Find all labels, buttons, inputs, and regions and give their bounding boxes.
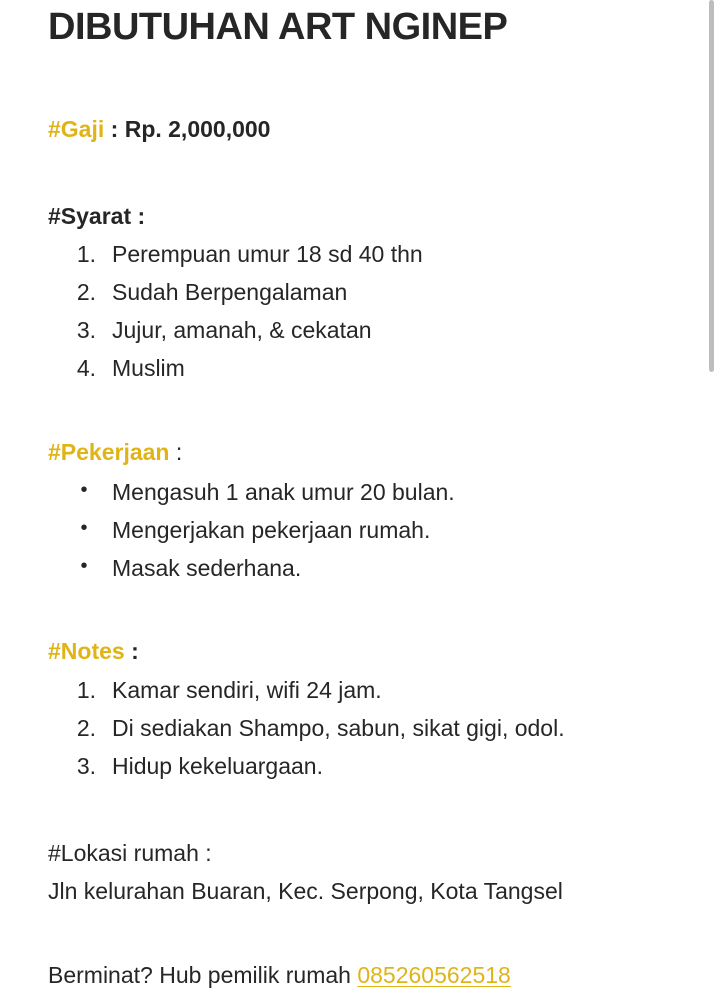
- scrollbar[interactable]: [709, 0, 714, 372]
- notes-line: [48, 638, 139, 665]
- gaji-value: : Rp. 2,000,000: [104, 116, 271, 142]
- lokasi-address: Jln kelurahan Buaran, Kec. Serpong, Kota Tangsel: [48, 878, 563, 904]
- list-item-text: Mengerjakan pekerjaan rumah.: [112, 517, 431, 543]
- list-number: 3.: [76, 317, 96, 343]
- list-item-text: Masak sederhana.: [112, 555, 302, 581]
- list-item-text: Jujur, amanah, & cekatan: [112, 317, 372, 343]
- gaji-tag[interactable]: #Gaji: [48, 116, 105, 142]
- list-item-text: Kamar sendiri, wifi 24 jam.: [112, 677, 382, 703]
- contact-line: [48, 962, 511, 989]
- list-number: 1.: [76, 677, 96, 703]
- list-number: 3.: [76, 753, 96, 779]
- lokasi-heading: #Lokasi rumah :: [48, 840, 212, 866]
- list-number: 2.: [76, 279, 96, 305]
- bullet-icon: •: [80, 555, 88, 577]
- bullet-icon: •: [80, 479, 88, 501]
- phone-link[interactable]: 085260562518: [357, 962, 511, 988]
- contact-prefix: Berminat? Hub pemilik rumah: [48, 962, 358, 988]
- list-number: 2.: [76, 715, 96, 741]
- pekerjaan-line: [48, 439, 182, 466]
- list-item-text: Muslim: [112, 355, 185, 381]
- notes-colon: :: [124, 638, 139, 664]
- notes-tag[interactable]: #Notes: [48, 638, 125, 664]
- list-number: 4.: [76, 355, 96, 381]
- list-item-text: Mengasuh 1 anak umur 20 bulan.: [112, 479, 455, 505]
- list-number: 1.: [76, 241, 96, 267]
- pekerjaan-tag[interactable]: #Pekerjaan: [48, 439, 170, 465]
- page-title: DIBUTUHAN ART NGINEP: [48, 6, 508, 48]
- list-item-text: Sudah Berpengalaman: [112, 279, 348, 305]
- bullet-icon: •: [80, 517, 88, 539]
- list-item-text: Perempuan umur 18 sd 40 thn: [112, 241, 423, 267]
- pekerjaan-colon: :: [169, 439, 183, 465]
- list-item-text: Hidup kekeluargaan.: [112, 753, 323, 779]
- syarat-heading: #Syarat :: [48, 203, 146, 229]
- list-item-text: Di sediakan Shampo, sabun, sikat gigi, odol.: [112, 715, 565, 741]
- gaji-line: [48, 116, 270, 143]
